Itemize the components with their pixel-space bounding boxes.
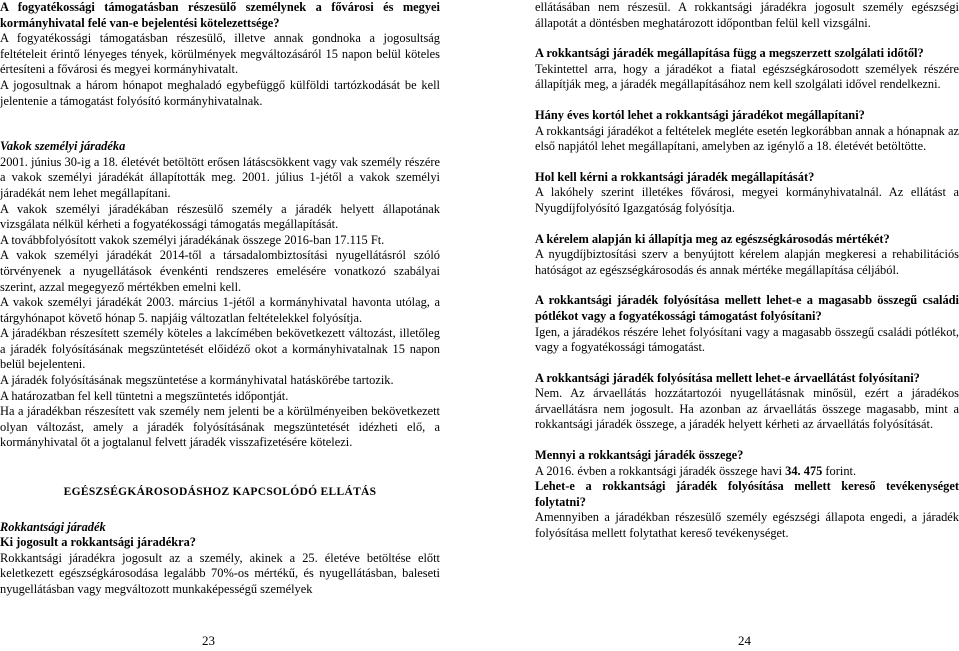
- question-heading: A rokkantsági járadék megállapítása függ a megszerzett szolgálati időtől?: [535, 46, 924, 61]
- paragraph: A fogyatékossági támogatásban részesülő, illetve annak gondnoka a jogosultság feltételeit érintő lényeges tények, körülmények megváltozásáról 15 napon belül köteles értesíteni a fővárosi és megyei kormányhivatalt.: [0, 31, 440, 77]
- spacer: [535, 433, 959, 448]
- spacer: [535, 356, 959, 371]
- paragraph-text: forint.: [822, 463, 857, 478]
- question-heading: Hol kell kérni a rokkantsági járadék megállapítását?: [535, 169, 815, 184]
- question-heading: A fogyatékossági támogatásban részesülő személynek a fővárosi és megyei kormányhivatal felé van-e bejelentési kötelezettsége?: [0, 0, 440, 30]
- question-heading: A rokkantsági járadék folyósítása mellett lehet-e a magasabb összegű családi pótlékot vagy a fogyatékossági támogatást folyósítani?: [535, 293, 959, 323]
- paragraph: A határozatban fel kell tüntetni a megszüntetés időpontját.: [0, 388, 289, 403]
- paragraph: Rokkantsági járadékra jogosult az a személy, akinek a 25. életéve betöltése előtt keletkezett egészségkárosodása legalább 70%-os mértékű, és nyugellátásban, baleseti nyugellátásban vagy megváltozott munkaképességű személyek: [0, 550, 440, 596]
- spacer: [535, 93, 959, 108]
- paragraph: ellátásában nem részesül. A rokkantsági járadékra jogosult személy egészségi állapotát a döntésben meghatározott időpontban felül kell vizsgálni.: [535, 0, 959, 30]
- spacer: [0, 466, 440, 481]
- paragraph: Tekintettel arra, hogy a járadékot a fiatal egészségkárosodott személyek részére állapítják meg, a járadék megállapításához nem kell szolgálati idővel rendelkezni.: [535, 61, 959, 92]
- spacer: [535, 155, 959, 170]
- question-heading: Hány éves kortól lehet a rokkantsági járadékot megállapítani?: [535, 107, 865, 122]
- paragraph: A vakok személyi járadékát 2014-től a társadalombiztosítási nyugellátásról szóló törvényenek a nyugellátások évenkénti rendszeres emelésére vonatkozó szabályai szerint, azzal megegyező mértékben emelni kell.: [0, 248, 440, 294]
- spacer: [0, 109, 440, 124]
- question-heading: Mennyi a rokkantsági járadék összege?: [535, 448, 744, 463]
- paragraph: A továbbfolyósított vakok személyi járadékának összege 2016-ban 17.115 Ft.: [0, 232, 385, 247]
- paragraph: A vakok személyi járadékában részesülő személy a járadék helyett állapotának vizsgálata nélkül kérheti a fogyatékossági támogatás megállapítását.: [0, 201, 440, 232]
- paragraph: Igen, a járadékos részére lehet folyósítani vagy a magasabb összegű családi pótlékot, vagy a fogyatékossági támogatást.: [535, 324, 959, 355]
- question-heading: Lehet-e a rokkantsági járadék folyósítása mellett kereső tevékenységet folytatni?: [535, 479, 959, 509]
- paragraph: 2001. június 30-ig a 18. életévét betöltött erősen látáscsökkent vagy vak személy részére a vakok személyi járadékát állapították meg. 2001. július 1-jétől a vakok személyi járadékát nem lehet megállapítani.: [0, 154, 440, 200]
- spacer: [535, 31, 959, 46]
- paragraph: A rokkantsági járadékot a feltételek megléte esetén legkorábban annak a hónapnak az első napjától lehet megállapítani, amelyben az igénylő a 18. életévét betöltötte.: [535, 123, 959, 154]
- left-page: [0, 0, 440, 651]
- chapter-heading: EGÉSZSÉGKÁROSODÁSHOZ KAPCSOLÓDÓ ELLÁTÁS: [63, 486, 377, 499]
- spacer: [0, 451, 440, 466]
- section-title: Rokkantsági járadék: [0, 519, 106, 534]
- section-title: Vakok személyi járadéka: [0, 139, 126, 154]
- question-heading: A rokkantsági járadék folyósítása mellett lehet-e árvaellátást folyósítani?: [535, 370, 920, 385]
- paragraph: A járadékban részesített személy köteles a lakcímében bekövetkezett változást, illetőleg a járadék folyósításának megszüntetését előidéző okot a kormányhivatalnak 15 napon belül bejelenteni.: [0, 326, 440, 372]
- page-number-right: 24: [738, 633, 751, 648]
- paragraph: Nem. Az árvaellátás hozzátartozói nyugellátásnak minősül, ezért a járadékos árvaellátásra nem jogosult. Ha azonban az árvaellátás összege magasabb, mint a rokkantsági járadék összege, a járadék helyett kérheti az árvaellátás folyósítását.: [535, 386, 959, 432]
- paragraph: A vakok személyi járadékát 2003. március 1-jétől a kormányhivatal havonta utólag, a tárgyhónapot követő hónap 5. napjáig változatlan feltételekkel folyósítja.: [0, 295, 440, 325]
- spacer: [535, 217, 959, 232]
- right-page-content: [535, 0, 959, 542]
- amount-value: 34. 475: [785, 463, 823, 478]
- paragraph: Amennyiben a járadékban részesülő személy egészségi állapota engedi, a járadék folyósítása mellett folytathat kereső tevékenységet.: [535, 510, 959, 541]
- spacer: [0, 124, 440, 139]
- paragraph: A jogosultnak a három hónapot meghaladó egybefüggő külföldi tartózkodását be kell jelentenie a támogatást folyósító kormányhivatalnak.: [0, 77, 440, 108]
- page-number-left: 23: [202, 633, 215, 648]
- paragraph: A nyugdíjbiztosítási szerv a benyújtott kérelem alapján megkeresi a rehabilitációs hatóságot az egészségkárosodás és annak mértéke megállapítása céljából.: [535, 247, 959, 277]
- paragraph: Ha a járadékban részesített vak személy nem jelenti be a körülményeiben bekövetkezett olyan változást, amely a járadék folyósításának megszüntetését idézheti elő, a kormányhivatal őt a jogtalanul felvett járadék visszafizetésére kötelezi.: [0, 404, 440, 450]
- right-page: [535, 0, 959, 651]
- question-heading: A kérelem alapján ki állapítja meg az egészségkárosodás mértékét?: [535, 231, 890, 246]
- paragraph: A járadék folyósításának megszüntetése a kormányhivatal hatáskörébe tartozik.: [0, 373, 394, 388]
- left-page-content: [0, 0, 440, 598]
- paragraph-text: A 2016. évben a rokkantsági járadék összege havi: [535, 463, 786, 478]
- paragraph: [535, 464, 959, 480]
- spacer: [535, 278, 959, 293]
- question-heading: Ki jogosult a rokkantsági járadékra?: [0, 535, 196, 550]
- paragraph: A lakóhely szerint illetékes fővárosi, megyei kormányhivatalnál. Az ellátást a Nyugdíjfolyósító Igazgatóság folyósítja.: [535, 185, 959, 215]
